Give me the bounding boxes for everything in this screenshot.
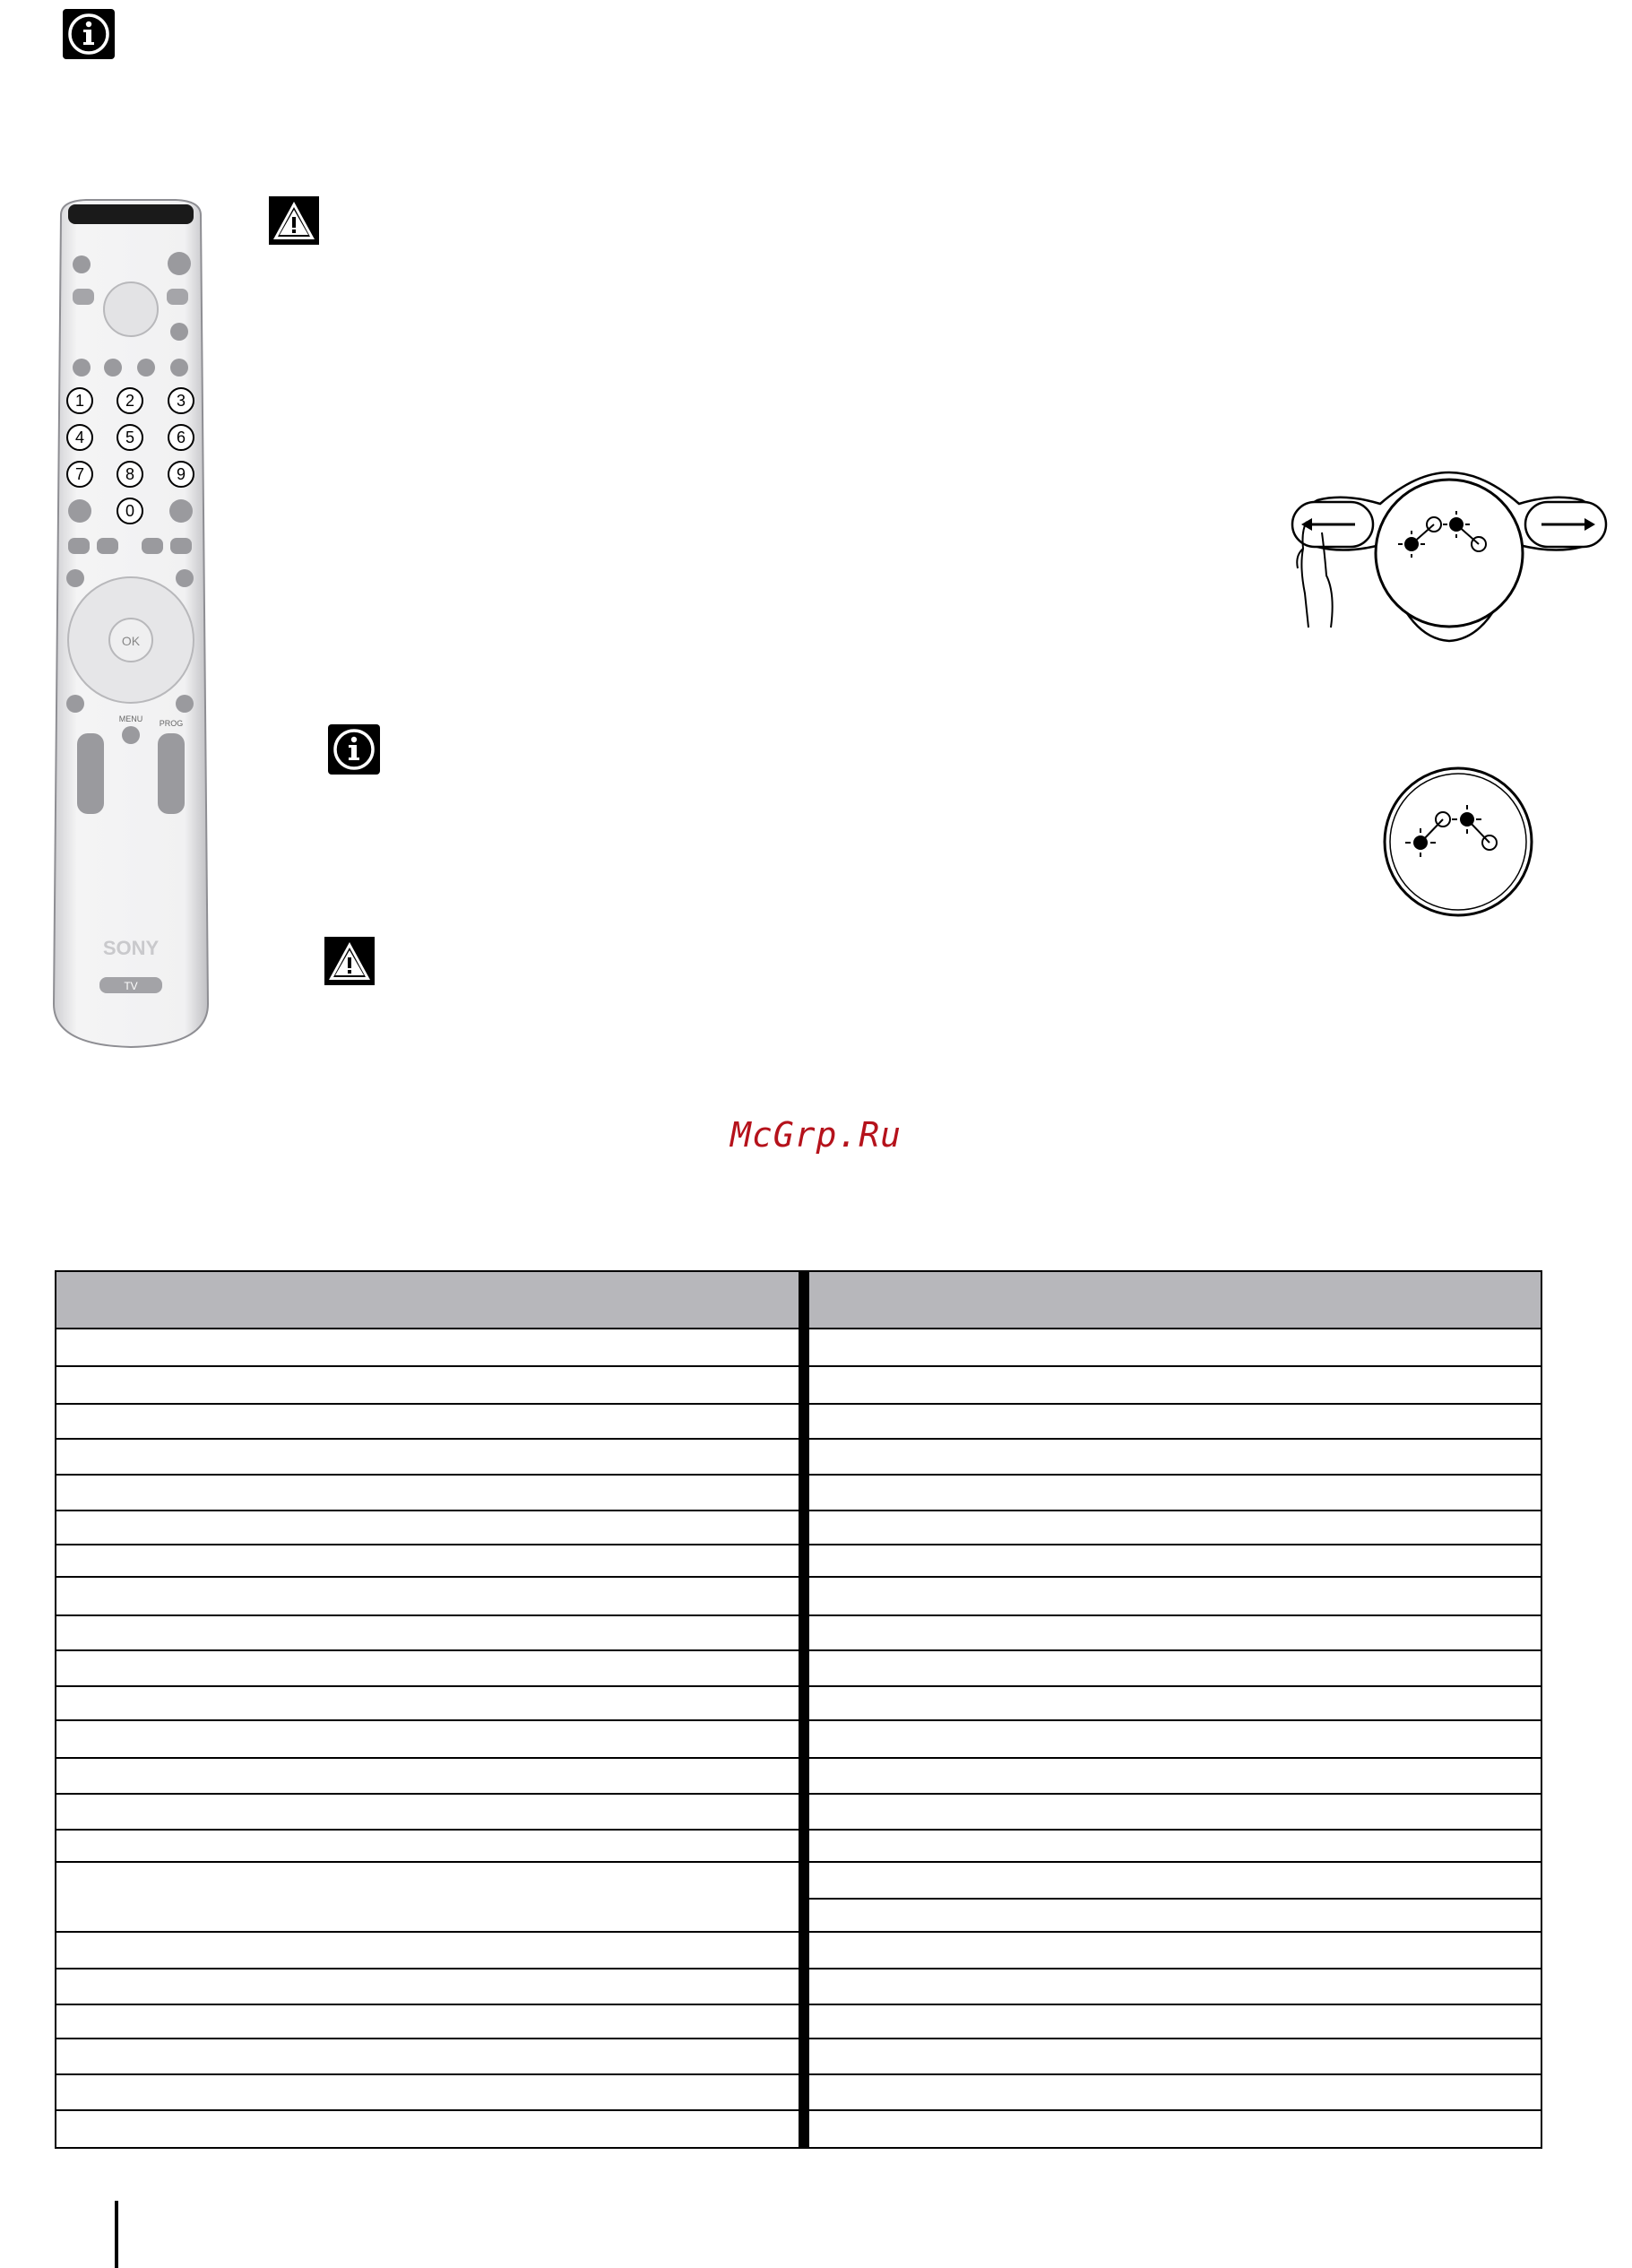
- compatibility-table: [55, 1270, 1542, 2149]
- svg-text:MENU: MENU: [118, 714, 143, 723]
- table-cell: [56, 1367, 809, 1403]
- table-cell: [809, 1651, 1541, 1685]
- table-row: [56, 1329, 1541, 1367]
- table-cell: [56, 1759, 809, 1793]
- table-cell: [56, 1721, 809, 1757]
- table-row: [56, 1721, 1541, 1759]
- key-8: 8: [125, 465, 135, 483]
- table-cell: [56, 1440, 809, 1474]
- table-cell: [809, 2075, 1541, 2109]
- svg-text:PROG: PROG: [159, 719, 184, 728]
- ok-button-label: OK: [121, 634, 141, 648]
- table-row: [56, 1933, 1541, 1969]
- sony-logo: SONY: [102, 937, 160, 959]
- table-cell: [56, 1831, 809, 1861]
- table-cell: [56, 1687, 809, 1719]
- table-cell: [809, 2039, 1541, 2073]
- remote-control-image: [50, 197, 212, 1049]
- table-cell: [809, 1616, 1541, 1649]
- table-header-cell: [809, 1272, 1541, 1328]
- table-cell: [809, 1511, 1541, 1544]
- table-cell: [809, 1329, 1541, 1365]
- key-0: 0: [125, 502, 135, 520]
- table-cell: [56, 1616, 809, 1649]
- page-margin-bar: [115, 2201, 118, 2268]
- key-5: 5: [125, 428, 135, 446]
- table-cell: [809, 2111, 1541, 2147]
- table-row: [56, 1476, 1541, 1511]
- table-cell: [809, 2005, 1541, 2038]
- table-cell: [809, 1759, 1541, 1793]
- svg-text:TV: TV: [124, 980, 138, 992]
- selector-diagram: [1282, 468, 1618, 647]
- table-header: [56, 1272, 1541, 1329]
- table-row: [56, 2111, 1541, 2147]
- key-7: 7: [74, 465, 85, 483]
- table-cell: [56, 1476, 809, 1510]
- table-row: [56, 1795, 1541, 1831]
- table-cell: [56, 1405, 809, 1438]
- watermark: McGrp.Ru: [730, 1115, 902, 1155]
- table-cell: [56, 2075, 809, 2109]
- table-cell: [56, 1969, 809, 2004]
- table-row: [56, 2005, 1541, 2039]
- table-cell: [56, 2039, 809, 2073]
- table-cell: [809, 1476, 1541, 1510]
- key-9: 9: [176, 465, 186, 483]
- table-row: [56, 1545, 1541, 1578]
- key-3: 3: [176, 392, 186, 410]
- info-icon: [63, 9, 115, 59]
- table-row: [56, 1759, 1541, 1795]
- table-row: [56, 2039, 1541, 2075]
- lights-diagram: [1380, 764, 1537, 921]
- key-6: 6: [176, 428, 186, 446]
- table-cell: [56, 1795, 809, 1829]
- table-cell: [56, 1651, 809, 1685]
- table-row: [56, 1969, 1541, 2005]
- table-cell: [56, 1545, 809, 1576]
- table-cell: [56, 1511, 809, 1544]
- table-cell: [809, 1969, 1541, 2004]
- info-icon: [328, 724, 380, 775]
- table-row: [56, 1687, 1541, 1721]
- table-row: [56, 1405, 1541, 1440]
- key-2: 2: [125, 392, 135, 410]
- table-cell: [56, 1933, 809, 1968]
- table-cell: [809, 1367, 1541, 1403]
- table-cell: [809, 1933, 1541, 1968]
- table-cell: [56, 1329, 809, 1365]
- table-row: [56, 1831, 1541, 1863]
- table-cell: [56, 1578, 809, 1614]
- table-header-cell: [56, 1272, 809, 1328]
- table-cell: [809, 1545, 1541, 1576]
- table-cell: [56, 1863, 809, 1931]
- table-row: [56, 1511, 1541, 1545]
- key-4: 4: [74, 428, 85, 446]
- table-cell: [809, 1721, 1541, 1757]
- table-row: [56, 1440, 1541, 1476]
- table-cell: [809, 1795, 1541, 1829]
- table-body: [56, 1329, 1541, 2147]
- table-cell: [809, 1863, 1541, 1931]
- table-row: [56, 1616, 1541, 1651]
- table-cell: [809, 1831, 1541, 1861]
- table-row: [56, 1367, 1541, 1405]
- table-cell: [809, 1687, 1541, 1719]
- table-row: [56, 1651, 1541, 1687]
- table-cell: [809, 1440, 1541, 1474]
- warning-triangle-icon: [324, 937, 375, 985]
- table-row: [56, 1578, 1541, 1616]
- table-row: [56, 2075, 1541, 2111]
- table-cell: [56, 2111, 809, 2147]
- key-1: 1: [74, 392, 85, 410]
- table-cell: [809, 1405, 1541, 1438]
- warning-triangle-icon: [269, 196, 319, 245]
- table-cell: [809, 1578, 1541, 1614]
- table-row: [56, 1863, 1541, 1933]
- table-cell: [56, 2005, 809, 2038]
